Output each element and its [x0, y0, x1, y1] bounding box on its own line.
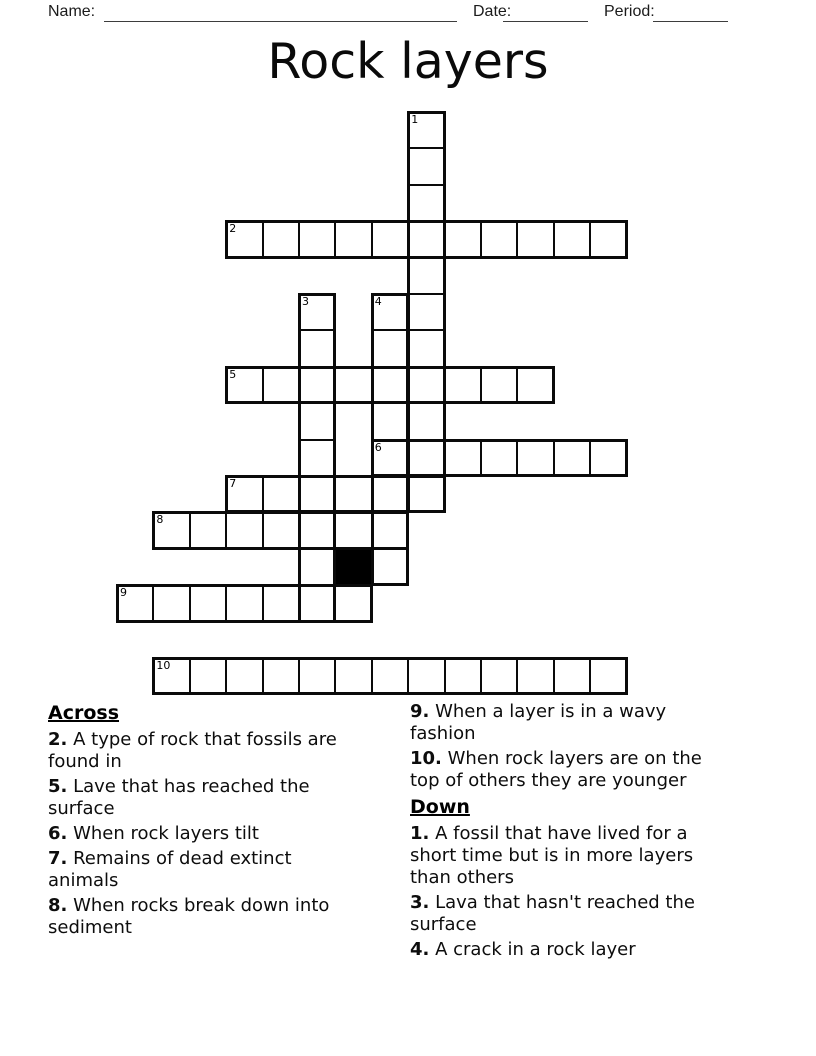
grid-cell-r5-c8[interactable]	[407, 293, 445, 331]
grid-cell-r3-c8[interactable]	[407, 220, 445, 258]
grid-cell-r13-c4[interactable]	[262, 584, 300, 622]
grid-cell-r7-c4[interactable]	[262, 366, 300, 404]
cell-number-1: 1	[411, 113, 419, 126]
cell-number-4: 4	[374, 295, 382, 308]
grid-cell-r15-c6[interactable]	[334, 657, 372, 695]
cell-number-6: 6	[374, 440, 382, 454]
grid-cell-r7-c3[interactable]	[225, 366, 263, 404]
grid-cell-r12-c5[interactable]	[298, 548, 336, 586]
grid-cell-r3-c9[interactable]	[444, 220, 482, 258]
down-heading: Down	[410, 796, 470, 818]
name-blank-line[interactable]	[104, 5, 457, 22]
clue-across-10: 10. When rock layers are on the top of others they are younger	[410, 748, 702, 791]
date-label: Date:	[473, 3, 512, 20]
grid-cell-r15-c4[interactable]	[262, 657, 300, 695]
grid-cell-r10-c4[interactable]	[262, 475, 300, 513]
grid-cell-r12-c7[interactable]	[371, 548, 409, 586]
grid-cell-r6-c8[interactable]	[407, 329, 445, 367]
grid-cell-r10-c7[interactable]	[371, 475, 409, 513]
cell-number-5: 5	[229, 367, 237, 381]
clue-across-6: 6. When rock layers tilt	[48, 823, 259, 844]
clue-across-2: 2. A type of rock that fossils are found in	[48, 729, 337, 772]
grid-cell-r7-c8[interactable]	[407, 366, 445, 404]
grid-cell-r15-c5[interactable]	[298, 657, 336, 695]
grid-cell-r3-c3[interactable]	[225, 220, 263, 258]
grid-cell-r8-c8[interactable]	[407, 402, 445, 440]
grid-cell-r10-c8[interactable]	[407, 475, 445, 513]
cell-number-2: 2	[229, 222, 237, 236]
grid-cell-r15-c8[interactable]	[407, 657, 445, 695]
name-label: Name:	[48, 3, 96, 20]
grid-cell-r15-c2[interactable]	[189, 657, 227, 695]
grid-cell-r9-c9[interactable]	[444, 439, 482, 477]
grid-cell-r7-c10[interactable]	[480, 366, 518, 404]
grid-cell-r3-c4[interactable]	[262, 220, 300, 258]
grid-cell-r3-c12[interactable]	[553, 220, 591, 258]
grid-cell-r15-c9[interactable]	[444, 657, 482, 695]
clue-across-9: 9. When a layer is in a wavy fashion	[410, 701, 667, 744]
grid-cell-r3-c7[interactable]	[371, 220, 409, 258]
grid-cell-r6-c5[interactable]	[298, 329, 336, 367]
grid-cell-r9-c13[interactable]	[589, 439, 627, 477]
date-blank-line[interactable]	[503, 5, 588, 22]
period-blank-line[interactable]	[653, 5, 728, 22]
cell-number-10: 10	[156, 659, 171, 672]
grid-cell-r11-c7[interactable]	[371, 511, 409, 549]
grid-cell-r7-c9[interactable]	[444, 366, 482, 404]
grid-cell-r3-c10[interactable]	[480, 220, 518, 258]
period-label: Period:	[604, 3, 655, 20]
grid-cell-r9-c11[interactable]	[516, 439, 554, 477]
clue-down-4: 4. A crack in a rock layer	[410, 939, 636, 960]
grid-cell-r2-c8[interactable]	[407, 184, 445, 222]
grid-cell-r9-c12[interactable]	[553, 439, 591, 477]
grid-cell-r15-c1[interactable]	[152, 657, 190, 695]
grid-cell-r15-c13[interactable]	[589, 657, 627, 695]
grid-cell-r13-c5[interactable]	[298, 584, 336, 622]
clue-across-7: 7. Remains of dead extinct animals	[48, 848, 292, 891]
grid-cell-r8-c7[interactable]	[371, 402, 409, 440]
grid-cell-r15-c3[interactable]	[225, 657, 263, 695]
grid-cell-r7-c6[interactable]	[334, 366, 372, 404]
grid-cell-r15-c7[interactable]	[371, 657, 409, 695]
page-title: Rock layers	[267, 33, 549, 90]
grid-cell-r15-c10[interactable]	[480, 657, 518, 695]
cell-number-9: 9	[120, 586, 127, 600]
grid-cell-r5-c5[interactable]	[298, 293, 336, 331]
black-cell	[334, 548, 372, 586]
grid-cell-r9-c5[interactable]	[298, 439, 336, 477]
grid-cell-r13-c3[interactable]	[225, 584, 263, 622]
crossword-grid	[116, 111, 630, 697]
grid-cell-r10-c3[interactable]	[225, 475, 263, 513]
grid-cell-r3-c11[interactable]	[516, 220, 554, 258]
across-heading: Across	[48, 702, 120, 724]
grid-cell-r11-c6[interactable]	[334, 511, 372, 549]
grid-cell-r13-c1[interactable]	[152, 584, 190, 622]
grid-cell-r15-c11[interactable]	[516, 657, 554, 695]
grid-cell-r10-c5[interactable]	[298, 475, 336, 513]
grid-cell-r11-c5[interactable]	[298, 511, 336, 549]
grid-cell-r7-c11[interactable]	[516, 366, 554, 404]
clues-right-column	[410, 701, 728, 964]
grid-cell-r9-c7[interactable]	[371, 439, 409, 477]
grid-cell-r1-c8[interactable]	[407, 147, 445, 185]
clue-across-5: 5. Lave that has reached the surface	[48, 776, 310, 819]
grid-cell-r9-c10[interactable]	[480, 439, 518, 477]
grid-cell-r8-c5[interactable]	[298, 402, 336, 440]
clue-across-8: 8. When rocks break down into sediment	[48, 895, 330, 938]
cell-number-8: 8	[156, 513, 164, 527]
grid-cell-r11-c4[interactable]	[262, 511, 300, 549]
grid-cell-r11-c2[interactable]	[189, 511, 227, 549]
clue-down-3: 3. Lava that hasn't reached the surface	[410, 892, 695, 935]
cell-number-7: 7	[229, 477, 237, 490]
grid-cell-r13-c6[interactable]	[334, 584, 372, 622]
grid-cell-r6-c7[interactable]	[371, 329, 409, 367]
grid-cell-r13-c2[interactable]	[189, 584, 227, 622]
grid-cell-r15-c12[interactable]	[553, 657, 591, 695]
grid-cell-r11-c1[interactable]	[152, 511, 190, 549]
grid-cell-r3-c6[interactable]	[334, 220, 372, 258]
clues-left-column	[48, 701, 366, 942]
grid-cell-r4-c8[interactable]	[407, 257, 445, 295]
grid-cell-r13-c0[interactable]	[116, 584, 154, 622]
grid-cell-r0-c8[interactable]	[407, 111, 445, 149]
grid-cell-r3-c13[interactable]	[589, 220, 627, 258]
cell-number-3: 3	[302, 295, 309, 308]
grid-cell-r7-c7[interactable]	[371, 366, 409, 404]
grid-cell-r10-c6[interactable]	[334, 475, 372, 513]
clue-down-1: 1. A fossil that have lived for a short time but is in more layers than others	[410, 823, 694, 888]
grid-cell-r11-c3[interactable]	[225, 511, 263, 549]
grid-cell-r9-c8[interactable]	[407, 439, 445, 477]
grid-cell-r5-c7[interactable]	[371, 293, 409, 331]
grid-cell-r3-c5[interactable]	[298, 220, 336, 258]
grid-cell-r7-c5[interactable]	[298, 366, 336, 404]
